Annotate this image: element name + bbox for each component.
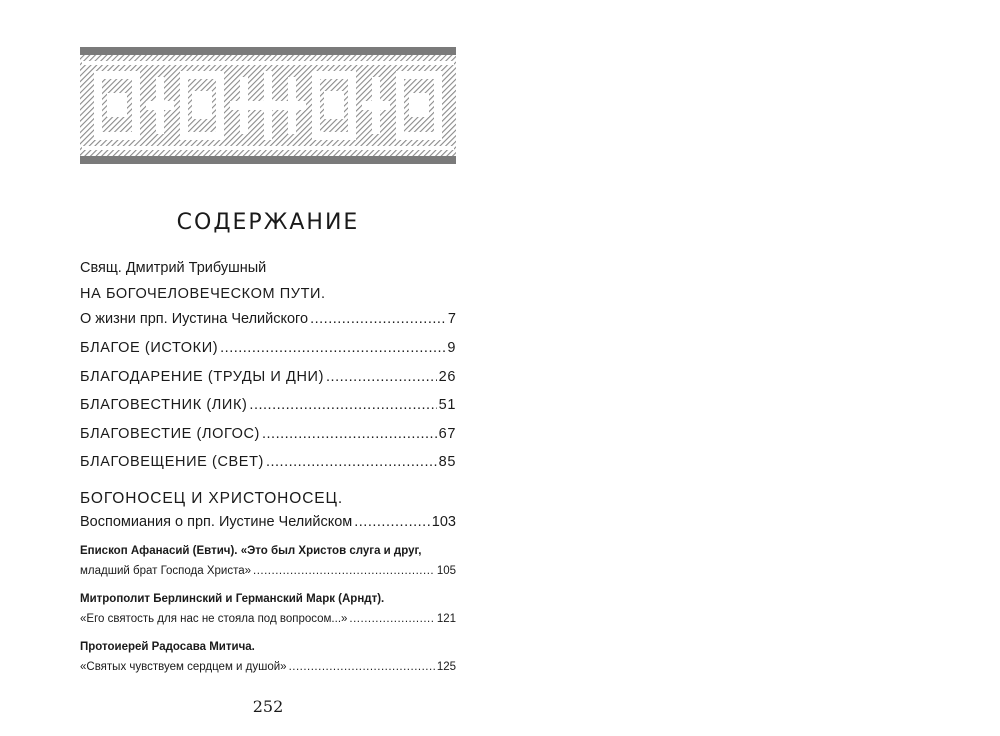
toc-entry[interactable]: «Святых чувствуем сердцем и душой» ..... 125	[80, 661, 456, 673]
toc-entry[interactable]: БЛАГОВЕЩЕНИЕ (СВЕТ) ..... 85	[80, 454, 456, 470]
right-page	[500, 0, 1000, 736]
toc-author: Свящ. Дмитрий Трибушный	[80, 260, 267, 276]
toc-section-heading: БОГОНОСЕЦ И ХРИСТОНОСЕЦ.	[80, 490, 344, 507]
toc-entry[interactable]: БЛАГОВЕСТИЕ (ЛОГОС) ..... 67	[80, 426, 456, 442]
toc-entry-author: Протоиерей Радосава Митича.	[80, 641, 255, 653]
toc-entry[interactable]: БЛАГОВЕСТНИК (ЛИК) ..... 51	[80, 397, 456, 413]
ornament-pattern-icon	[80, 47, 456, 164]
toc-entry-author: Митрополит Берлинский и Германский Марк (Арндт).	[80, 593, 385, 605]
toc-entry[interactable]: БЛАГОДАРЕНИЕ (ТРУДЫ И ДНИ) ..... 26	[80, 369, 456, 385]
toc-entry[interactable]: Воспомиания о прп. Иустине Челийском ..... 103	[80, 514, 456, 530]
page-title: СОДЕРЖАНИЕ	[176, 210, 360, 235]
toc-entry[interactable]: БЛАГОЕ (ИСТОКИ) ..... 9	[80, 340, 456, 356]
toc-entry[interactable]: «Его святость для нас не стояла под вопросом...» ..... 121	[80, 613, 456, 625]
toc-entry-author: Епископ Афанасий (Евтич). «Это был Христов слуга и друг,	[80, 545, 422, 557]
toc-entry[interactable]: младший брат Господа Христа» ..... 105	[80, 565, 456, 577]
page-number: 252	[252, 697, 284, 716]
toc-section-heading: НА БОГОЧЕЛОВЕЧЕСКОМ ПУТИ.	[80, 286, 326, 302]
toc-entry[interactable]: О жизни прп. Иустина Челийского ..... 7	[80, 311, 456, 327]
